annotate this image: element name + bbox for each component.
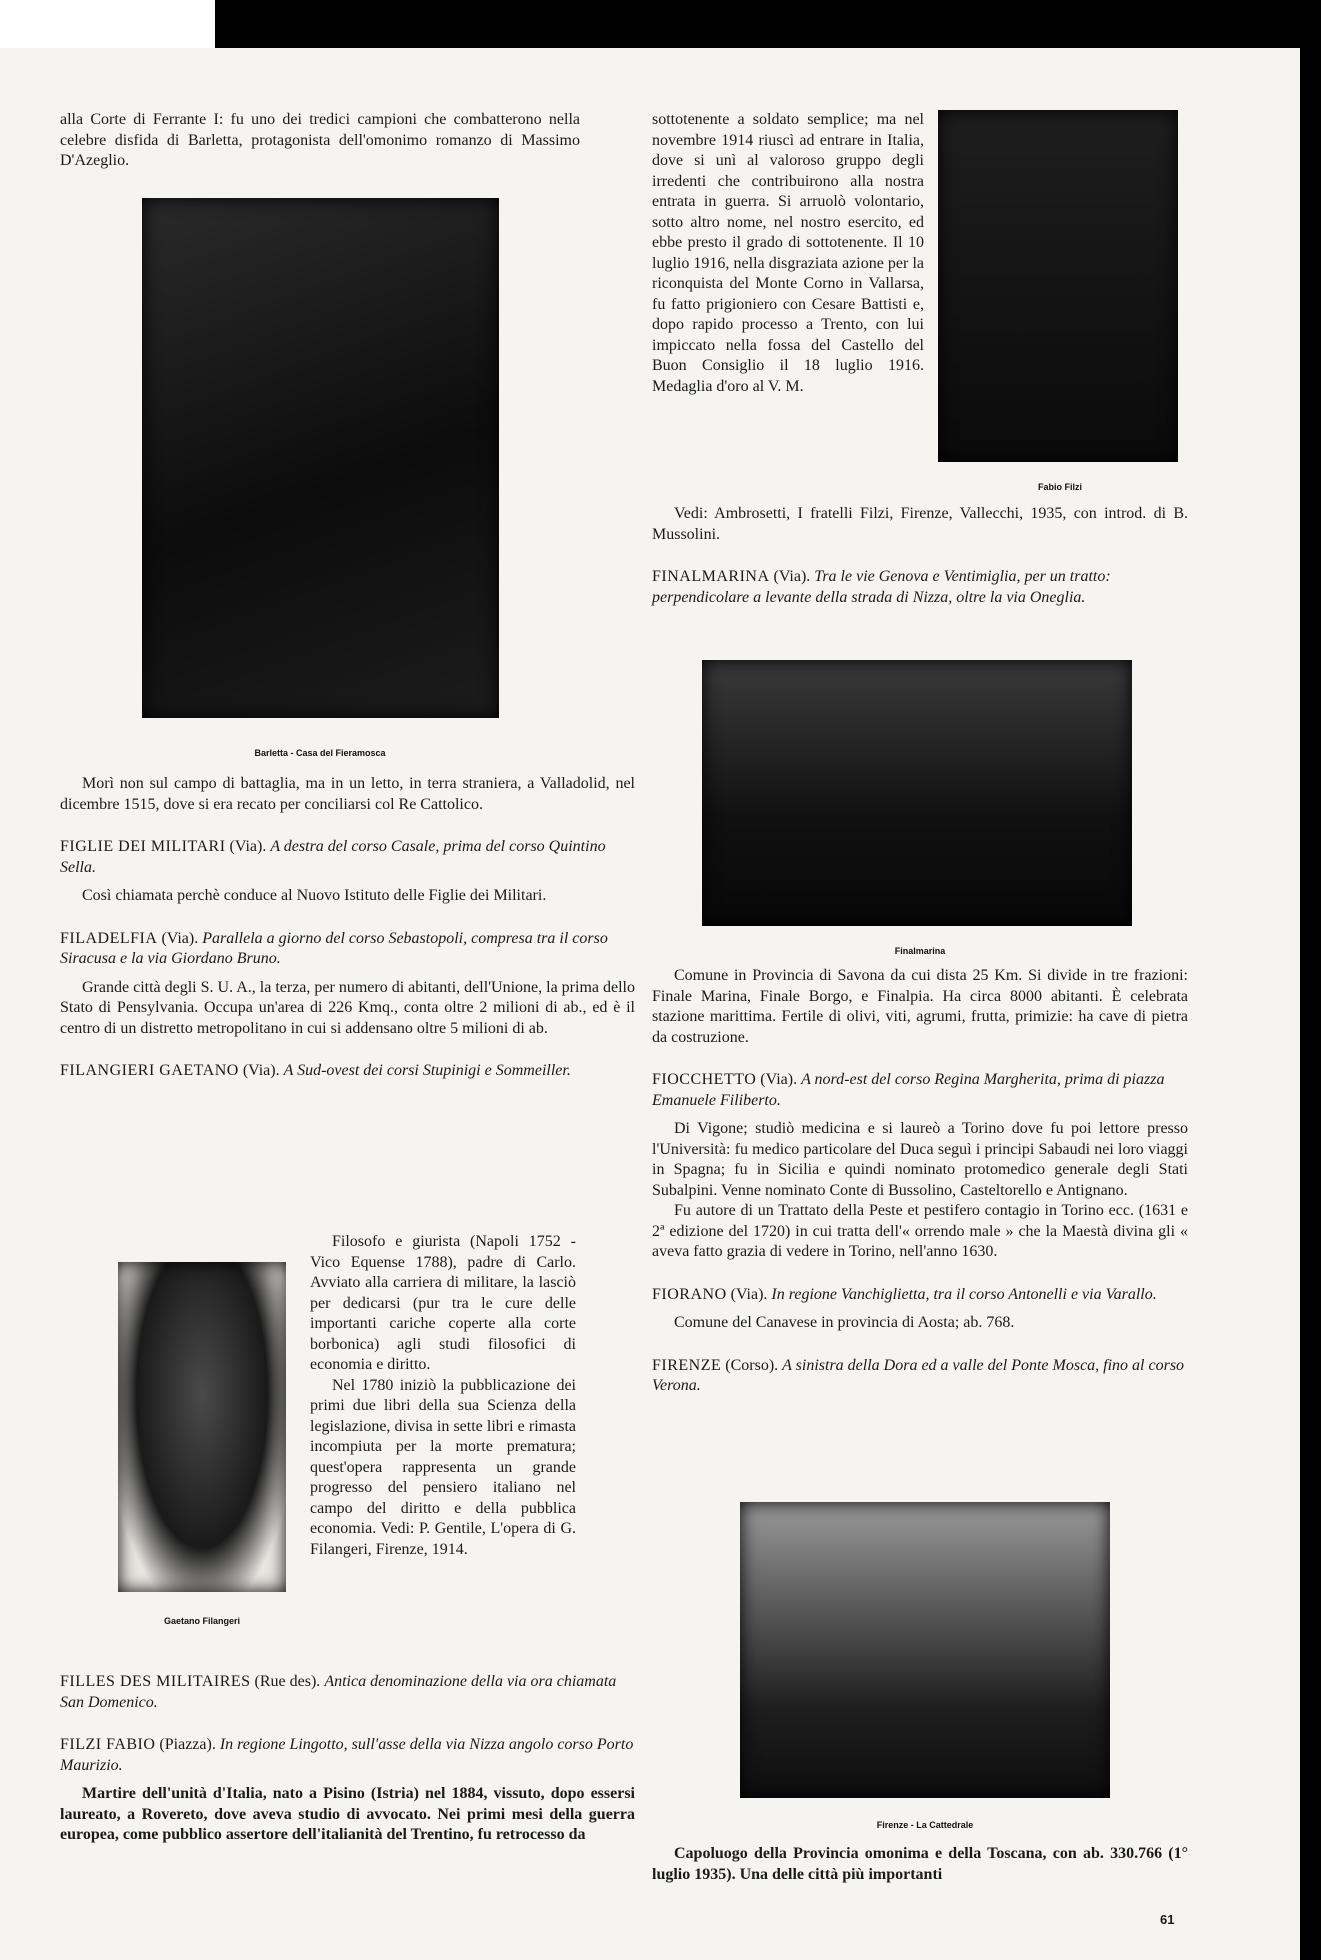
entry-finalmarina-location: Tra le vie Genova e Ventimiglia, per un tratto: perpendicolare a levante della strada di Nizza, oltre la via Oneglia. <box>652 568 1111 606</box>
entry-fiocchetto-type: (Via). <box>760 1071 798 1088</box>
entry-figlie-head <box>60 837 635 878</box>
entry-fiocchetto-text2: Fu autore di un Trattato della Peste et pestifero contagio in Torino ecc. (1631 e 2ª edizione del 1720) in cui tratta dell'« orrendo male » che la Maestà divina gli « aveva fatto grazia di vedere in Torino, nell'anno 1630. <box>652 1202 1188 1260</box>
entry-fiocchetto-head <box>652 1070 1188 1111</box>
left-column <box>60 110 635 172</box>
entry-fiocchetto-text1: Di Vigone; studiò medicina e si laureò a Torino dove fu poi lettore presso l'Università: fu medico particolare del Duca seguì i principi Sabaudi nei loro viaggi in Spagna; fu in Sicilia e quindi nominato protomedico generale degli Stati Subalpini. Venne nominato Conte di Bussolino, Casteltorello e Antignano. <box>652 1120 1188 1199</box>
photo-barletta <box>142 198 499 718</box>
entry-finalmarina-head <box>652 567 1188 608</box>
entry-filangieri-location: A Sud-ovest dei corsi Stupinigi e Sommeiller. <box>283 1062 571 1079</box>
entry-fiorano-type: (Via). <box>730 1285 768 1303</box>
entry-figlie-text: Così chiamata perchè conduce al Nuovo Istituto delle Figlie dei Militari. <box>82 887 547 904</box>
entry-filzi-text: Martire dell'unità d'Italia, nato a Pisino (Istria) nel 1884, vissuto, dopo essersi laureato, a Rovereto, dove aveva studio di avvocato. Nei primi mesi della guerra europea, come pubblico assertore dell'italianità del Trentino, fu retrocesso da <box>60 1785 635 1843</box>
entry-finalmarina-text: Comune in Provincia di Savona da cui dista 25 Km. Si divide in tre frazioni: Finale Marina, Finale Borgo, e Finalpia. Ha circa 8000 abitanti. È celebrata stazione marittima. Fertile di olivi, viti, agrumi, frutta, primizie: ha cave di pietra da costruzione. <box>652 967 1188 1046</box>
right-column-bottom <box>652 1844 1188 1885</box>
scan-top-border <box>215 0 1321 48</box>
photo-finalmarina <box>702 660 1132 926</box>
entry-filangieri-text2: Nel 1780 iniziò la pubblicazione dei primi due libri della sua Scienza della legislazione, divisa in sette libri e rimasta incompiuta per la morte prematura; quest'opera rappresenta un grande progresso del pensiero italiano nel campo del diritto e della pubblica economia. Vedi: P. Gentile, L'opera di G. Filangeri, Firenze, 1914. <box>310 1376 576 1558</box>
caption-barletta: Barletta - Casa del Fieramosca <box>254 748 386 758</box>
entry-filangieri-type: (Via). <box>242 1062 280 1079</box>
entry-fiocchetto-name: FIOCCHETTO <box>652 1071 757 1088</box>
entry-filzi-head <box>60 1735 635 1776</box>
photo-filangieri <box>118 1262 286 1592</box>
entry-finalmarina-type: (Via). <box>773 568 811 585</box>
entry-figlie-name: FIGLIE DEI MILITARI <box>60 838 226 855</box>
caption-finalmarina: Finalmarina <box>894 946 946 956</box>
photo-firenze <box>740 1502 1110 1798</box>
entry-figlie-location: A destra del corso Casale, prima del corso Quintino Sella. <box>60 838 606 876</box>
entry-filzi-name: FILZI FABIO <box>60 1736 156 1753</box>
entry-filangieri-head <box>60 1061 635 1082</box>
entry-filadelfia-text: Grande città degli S. U. A., la terza, per numero di abitanti, dell'Unione, la prima dello Stato di Pensylvania. Occupa un'area di 226 Kmq., conta oltre 2 milioni di ab., ed è il centro di un distretto metropolitano in cui si addensano oltre 5 milioni di ab. <box>60 978 635 1037</box>
entry-fiorano-name: FIORANO <box>652 1285 727 1303</box>
entry-finalmarina-name: FINALMARINA <box>652 568 770 585</box>
right-column-ref <box>652 504 1188 608</box>
entry-filadelfia-head <box>60 929 635 970</box>
entry-fiorano-location: In regione Vanchiglietta, tra il corso Antonelli e via Varallo. <box>771 1285 1157 1303</box>
entry-figlie-type: (Via). <box>229 838 267 855</box>
entry-firenze-name: FIRENZE <box>652 1356 722 1374</box>
entry-filangieri-name: FILANGIERI GAETANO <box>60 1062 239 1079</box>
caption-filzi: Fabio Filzi <box>1038 482 1082 492</box>
right-column-top <box>652 110 924 397</box>
filangieri-text-column <box>310 1232 576 1560</box>
mori-paragraph: Morì non sul campo di battaglia, ma in un letto, in terra straniera, a Valladolid, nel dicembre 1515, dove si era recato per conciliarsi col Re Cattolico. <box>60 775 635 813</box>
entry-firenze-text: Capoluogo della Provincia omonima e della Toscana, con ab. 330.766 (1° luglio 1935). Una delle città più importanti <box>652 1845 1188 1883</box>
right-column-middle <box>652 966 1188 1397</box>
filzi-continuation: sottotenente a soldato semplice; ma nel novembre 1914 riuscì ad entrare in Italia, dove si unì al valoroso gruppo degli irredenti che contribuirono alla nostra entrata in guerra. Si arruolò volontario, sotto altro nome, nel nostro esercito, ed ebbe presto il grado di sottotenente. Il 10 luglio 1916, nella disgraziata azione per la riconquista del Monte Corno in Vallarsa, fu fatto prigioniero con Cesare Battisti e, dopo rapido processo a Trento, con lui impiccato nella fossa del Castello del Buon Consiglio il 18 luglio 1916. Medaglia d'oro al V. M. <box>652 111 924 395</box>
entry-firenze-head <box>652 1356 1188 1397</box>
entry-filadelfia-type: (Via). <box>161 929 199 947</box>
photo-filzi <box>938 110 1178 462</box>
page-number: 61 <box>1160 1912 1175 1927</box>
entry-firenze-type: (Corso). <box>725 1356 779 1374</box>
entry-firenze-location: A sinistra della Dora ed a valle del Ponte Mosca, fino al corso Verona. <box>652 1356 1185 1394</box>
entry-filles-type: (Rue des). <box>254 1673 321 1690</box>
entry-filzi-location: In regione Lingotto, sull'asse della via Nizza angolo corso Porto Maurizio. <box>60 1736 634 1774</box>
entry-filadelfia-location: Parallela a giorno del corso Sebastopoli, compresa tra il corso Siracusa e la via Giordano Bruno. <box>60 929 608 967</box>
intro-paragraph: alla Corte di Ferrante I: fu uno dei tredici campioni che combatterono nella celebre disfida di Barletta, protagonista dell'omonimo romanzo di Massimo D'Azeglio. <box>60 111 580 169</box>
entry-fiorano-head <box>652 1285 1188 1306</box>
entry-filadelfia-name: FILADELFIA <box>60 929 158 947</box>
caption-firenze: Firenze - La Cattedrale <box>876 1820 974 1830</box>
entry-filles-name: FILLES DES MILITAIRES <box>60 1673 251 1690</box>
entry-filangieri-text1: Filosofo e giurista (Napoli 1752 - Vico Equense 1788), padre di Carlo. Avviato alla carriera di militare, la lasciò per dedicarsi (pur tra le cure delle importanti cariche coperte alla corte borbonica) agli studi filosofici di economia e diritto. <box>310 1233 576 1373</box>
entry-filles-location: Antica denominazione della via ora chiamata San Domenico. <box>60 1673 617 1711</box>
entry-filzi-type: (Piazza). <box>159 1736 216 1753</box>
caption-filangieri: Gaetano Filangeri <box>163 1616 241 1626</box>
entry-filles-head <box>60 1672 635 1713</box>
left-column-bottom <box>60 1672 635 1846</box>
entry-fiocchetto-location: A nord-est del corso Regina Margherita, prima di piazza Emanuele Filiberto. <box>652 1071 1165 1109</box>
left-column-lower <box>60 774 635 1082</box>
entry-fiorano-text: Comune del Canavese in provincia di Aosta; ab. 768. <box>674 1314 1015 1331</box>
scan-right-border <box>1300 48 1321 1960</box>
filzi-reference: Vedi: Ambrosetti, I fratelli Filzi, Firenze, Vallecchi, 1935, con introd. di B. Mussolini. <box>652 505 1188 543</box>
